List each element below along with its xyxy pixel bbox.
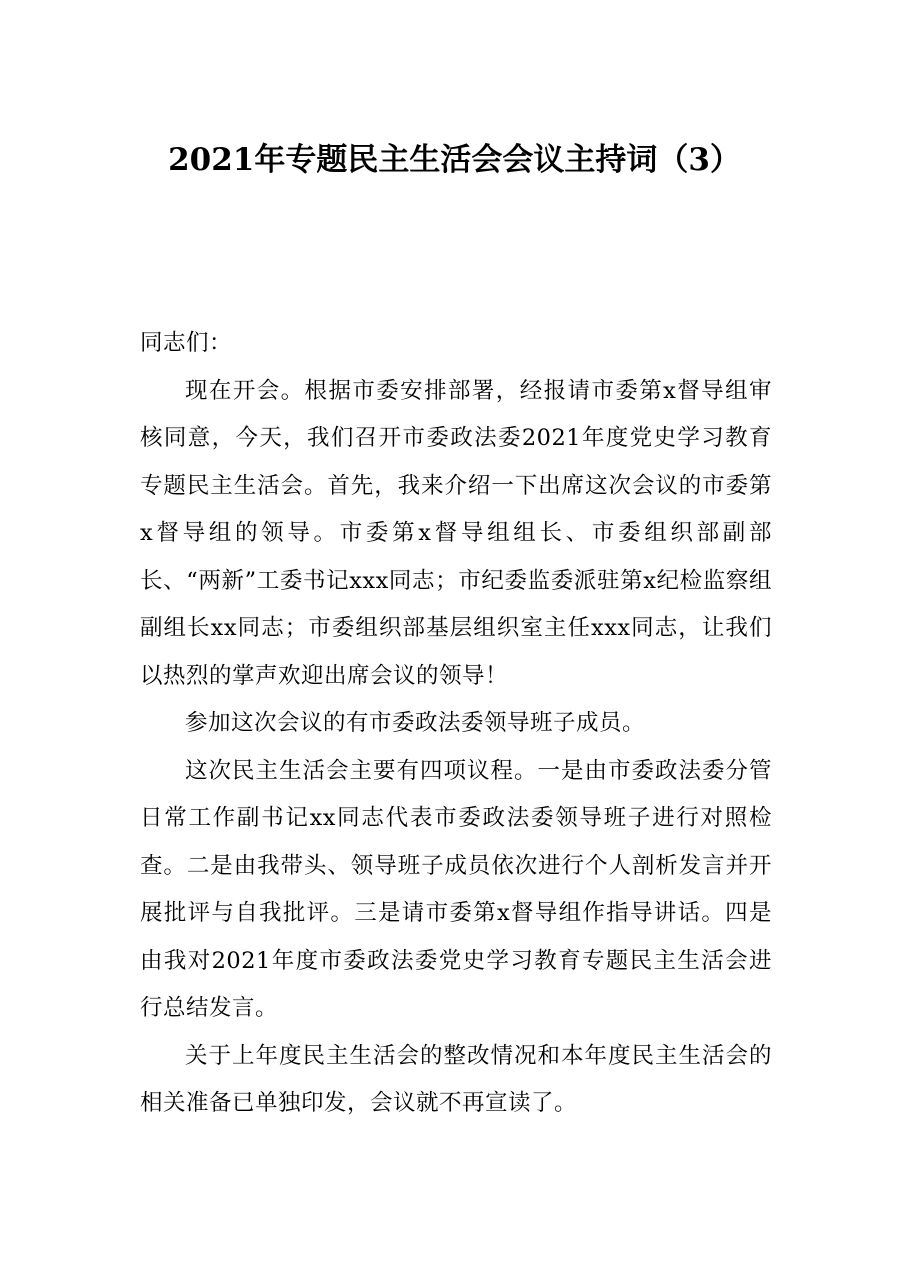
salutation: 同志们：: [140, 330, 233, 356]
paragraph-agenda: 这次民主生活会主要有四项议程。一是由市委政法委分管日常工作副书记xx同志代表市委政法委领导班子进行对照检查。二是由我带头、领导班子成员依次进行个人剖析发言并开展批评与自我批评。三是请市委第x督导组作指导讲话。四是由我对2021年度市委政法委党史学习教育专题民主生活会进行总结发言。: [140, 757, 772, 1021]
paragraph-opening: 现在开会。根据市委安排部署，经报请市委第x督导组审核同意，今天，我们召开市委政法委2021年度党史学习教育专题民主生活会。首先，我来介绍一下出席这次会议的市委第x督导组的领导。市委第x督导组组长、市委组织部副部长、“两新”工委书记xxx同志；市纪委监委派驻第x纪检监察组副组长xx同志；市委组织部基层组织室主任xxx同志，让我们以热烈的掌声欢迎出席会议的领导！: [140, 377, 772, 689]
paragraph-attendees: 参加这次会议的有市委政法委领导班子成员。: [185, 710, 646, 736]
document-body: [140, 320, 772, 1128]
document-title: 2021年专题民主生活会会议主持词（3）: [168, 142, 741, 178]
paragraph-rectification: 关于上年度民主生活会的整改情况和本年度民主生活会的相关准备已单独印发，会议就不再宣读了。: [140, 1042, 772, 1116]
